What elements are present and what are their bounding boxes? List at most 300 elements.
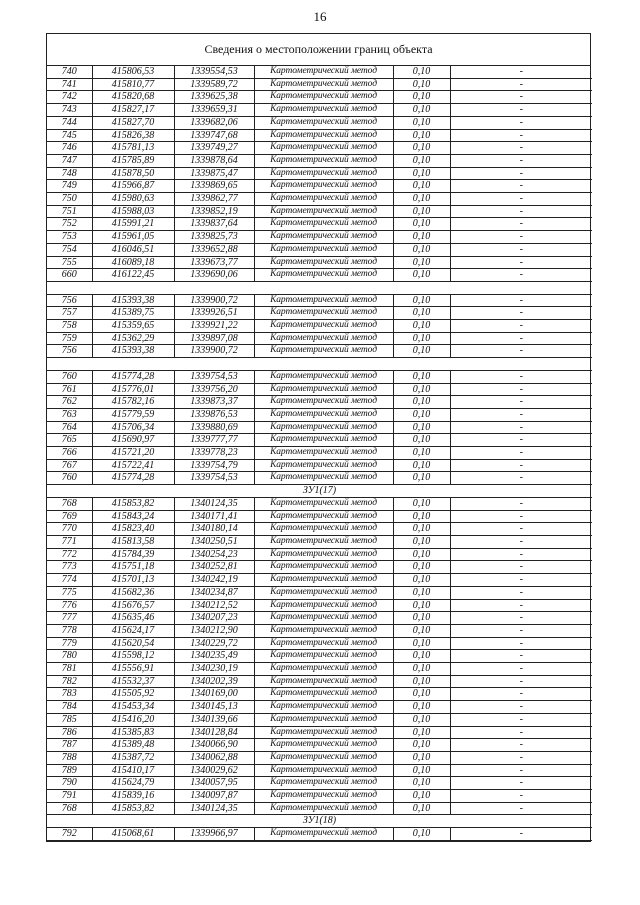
y-coordinate-cell: 1339754,53	[174, 370, 254, 383]
table-row	[47, 78, 592, 91]
method-cell: Картометрический метод	[254, 713, 393, 726]
y-coordinate-cell: 1339926,51	[174, 307, 254, 320]
note-cell: -	[450, 802, 592, 815]
point-number-cell: 751	[47, 205, 92, 218]
y-coordinate-cell: 1340212,52	[174, 599, 254, 612]
note-cell: -	[450, 205, 592, 218]
method-cell: Картометрический метод	[254, 599, 393, 612]
table-row	[47, 231, 592, 244]
method-cell: Картометрический метод	[254, 663, 393, 676]
x-coordinate-cell: 415779,59	[92, 408, 174, 421]
method-cell: Картометрический метод	[254, 650, 393, 663]
y-coordinate-cell: 1340202,39	[174, 675, 254, 688]
point-number-cell: 775	[47, 586, 92, 599]
accuracy-cell: 0,10	[393, 459, 450, 472]
y-coordinate-cell: 1339825,73	[174, 231, 254, 244]
y-coordinate-cell: 1339878,64	[174, 154, 254, 167]
point-number-cell: 740	[47, 66, 92, 78]
y-coordinate-cell: 1339862,77	[174, 193, 254, 206]
section-label: ЗУ1(17)	[47, 485, 592, 498]
accuracy-cell: 0,10	[393, 320, 450, 333]
note-cell: -	[450, 561, 592, 574]
method-cell: Картометрический метод	[254, 66, 393, 78]
table-row	[47, 802, 592, 815]
table-row	[47, 383, 592, 396]
table-row	[47, 180, 592, 193]
page-number: 16	[313, 9, 327, 24]
method-cell: Картометрический метод	[254, 790, 393, 803]
table-row	[47, 256, 592, 269]
accuracy-cell: 0,10	[393, 332, 450, 345]
accuracy-cell: 0,10	[393, 307, 450, 320]
point-number-cell: 788	[47, 751, 92, 764]
table-row	[47, 142, 592, 155]
x-coordinate-cell: 415813,58	[92, 535, 174, 548]
accuracy-cell: 0,10	[393, 345, 450, 358]
y-coordinate-cell: 1339625,38	[174, 91, 254, 104]
point-number-cell: 789	[47, 764, 92, 777]
point-number-cell: 761	[47, 383, 92, 396]
y-coordinate-cell: 1340252,81	[174, 561, 254, 574]
table-row	[47, 421, 592, 434]
table-row	[47, 599, 592, 612]
point-number-cell: 745	[47, 129, 92, 142]
point-number-cell: 760	[47, 370, 92, 383]
point-number-cell: 763	[47, 408, 92, 421]
y-coordinate-cell: 1339673,77	[174, 256, 254, 269]
y-coordinate-cell: 1340139,66	[174, 713, 254, 726]
table-row	[47, 472, 592, 485]
blank-cell	[47, 358, 592, 371]
y-coordinate-cell: 1340212,90	[174, 624, 254, 637]
point-number-cell: 764	[47, 421, 92, 434]
note-cell: -	[450, 180, 592, 193]
table-row	[47, 637, 592, 650]
note-cell: -	[450, 243, 592, 256]
table-row	[47, 269, 592, 282]
note-cell: -	[450, 294, 592, 307]
accuracy-cell: 0,10	[393, 688, 450, 701]
table-row	[47, 66, 592, 78]
x-coordinate-cell: 416089,18	[92, 256, 174, 269]
method-cell: Картометрический метод	[254, 777, 393, 790]
y-coordinate-cell: 1340029,62	[174, 764, 254, 777]
table-row	[47, 320, 592, 333]
method-cell: Картометрический метод	[254, 294, 393, 307]
x-coordinate-cell: 415682,36	[92, 586, 174, 599]
y-coordinate-cell: 1340124,35	[174, 802, 254, 815]
x-coordinate-cell: 415690,97	[92, 434, 174, 447]
method-cell: Картометрический метод	[254, 167, 393, 180]
accuracy-cell: 0,10	[393, 421, 450, 434]
table-row	[47, 624, 592, 637]
method-cell: Картометрический метод	[254, 320, 393, 333]
y-coordinate-cell: 1339876,53	[174, 408, 254, 421]
accuracy-cell: 0,10	[393, 713, 450, 726]
x-coordinate-cell: 415416,20	[92, 713, 174, 726]
note-cell: -	[450, 332, 592, 345]
method-cell: Картометрический метод	[254, 612, 393, 625]
method-cell: Картометрический метод	[254, 180, 393, 193]
table-row	[47, 739, 592, 752]
note-cell: -	[450, 663, 592, 676]
x-coordinate-cell: 415068,61	[92, 828, 174, 841]
x-coordinate-cell: 415635,46	[92, 612, 174, 625]
table-row	[47, 510, 592, 523]
section-row	[47, 815, 592, 828]
accuracy-cell: 0,10	[393, 256, 450, 269]
accuracy-cell: 0,10	[393, 612, 450, 625]
x-coordinate-cell: 415362,29	[92, 332, 174, 345]
x-coordinate-cell: 415410,17	[92, 764, 174, 777]
note-cell: -	[450, 116, 592, 129]
table-row	[47, 561, 592, 574]
note-cell: -	[450, 790, 592, 803]
point-number-cell: 779	[47, 637, 92, 650]
note-cell: -	[450, 142, 592, 155]
method-cell: Картометрический метод	[254, 586, 393, 599]
y-coordinate-cell: 1340145,13	[174, 701, 254, 714]
method-cell: Картометрический метод	[254, 116, 393, 129]
table-row	[47, 497, 592, 510]
accuracy-cell: 0,10	[393, 91, 450, 104]
method-cell: Картометрический метод	[254, 561, 393, 574]
note-cell: -	[450, 599, 592, 612]
table-row	[47, 535, 592, 548]
point-number-cell: 743	[47, 104, 92, 117]
table-row	[47, 116, 592, 129]
method-cell: Картометрический метод	[254, 256, 393, 269]
point-number-cell: 753	[47, 231, 92, 244]
accuracy-cell: 0,10	[393, 637, 450, 650]
method-cell: Картометрический метод	[254, 332, 393, 345]
x-coordinate-cell: 415624,17	[92, 624, 174, 637]
accuracy-cell: 0,10	[393, 701, 450, 714]
table-row	[47, 205, 592, 218]
method-cell: Картометрический метод	[254, 218, 393, 231]
blank-cell	[47, 281, 592, 294]
note-cell: -	[450, 828, 592, 841]
note-cell: -	[450, 167, 592, 180]
table-row	[47, 688, 592, 701]
point-number-cell: 792	[47, 828, 92, 841]
note-cell: -	[450, 104, 592, 117]
accuracy-cell: 0,10	[393, 472, 450, 485]
point-number-cell: 778	[47, 624, 92, 637]
point-number-cell: 760	[47, 472, 92, 485]
x-coordinate-cell: 415810,77	[92, 78, 174, 91]
table-row	[47, 129, 592, 142]
y-coordinate-cell: 1339869,65	[174, 180, 254, 193]
table-row	[47, 104, 592, 117]
accuracy-cell: 0,10	[393, 802, 450, 815]
method-cell: Картометрический метод	[254, 154, 393, 167]
table-row	[47, 828, 592, 841]
accuracy-cell: 0,10	[393, 218, 450, 231]
point-number-cell: 750	[47, 193, 92, 206]
method-cell: Картометрический метод	[254, 91, 393, 104]
x-coordinate-cell: 415385,83	[92, 726, 174, 739]
table-row	[47, 307, 592, 320]
table-row	[47, 154, 592, 167]
note-cell: -	[450, 612, 592, 625]
y-coordinate-cell: 1340169,00	[174, 688, 254, 701]
x-coordinate-cell: 415827,70	[92, 116, 174, 129]
x-coordinate-cell: 415980,63	[92, 193, 174, 206]
blank-row	[47, 358, 592, 371]
table-row	[47, 612, 592, 625]
x-coordinate-cell: 415988,03	[92, 205, 174, 218]
x-coordinate-cell: 415389,48	[92, 739, 174, 752]
method-cell: Картометрический метод	[254, 78, 393, 91]
table-row	[47, 167, 592, 180]
note-cell: -	[450, 726, 592, 739]
note-cell: -	[450, 764, 592, 777]
y-coordinate-cell: 1339777,77	[174, 434, 254, 447]
table-row	[47, 548, 592, 561]
point-number-cell: 741	[47, 78, 92, 91]
x-coordinate-cell: 415843,24	[92, 510, 174, 523]
point-number-cell: 752	[47, 218, 92, 231]
accuracy-cell: 0,10	[393, 180, 450, 193]
section-label: ЗУ1(18)	[47, 815, 592, 828]
point-number-cell: 766	[47, 447, 92, 460]
point-number-cell: 791	[47, 790, 92, 803]
y-coordinate-cell: 1339900,72	[174, 345, 254, 358]
x-coordinate-cell: 415774,28	[92, 370, 174, 383]
point-number-cell: 756	[47, 345, 92, 358]
accuracy-cell: 0,10	[393, 66, 450, 78]
method-cell: Картометрический метод	[254, 548, 393, 561]
x-coordinate-cell: 416046,51	[92, 243, 174, 256]
x-coordinate-cell: 415826,38	[92, 129, 174, 142]
point-number-cell: 790	[47, 777, 92, 790]
method-cell: Картометрический метод	[254, 828, 393, 841]
method-cell: Картометрический метод	[254, 675, 393, 688]
accuracy-cell: 0,10	[393, 383, 450, 396]
accuracy-cell: 0,10	[393, 497, 450, 510]
boundary-table	[46, 33, 591, 842]
x-coordinate-cell: 415676,57	[92, 599, 174, 612]
accuracy-cell: 0,10	[393, 154, 450, 167]
x-coordinate-cell: 415853,82	[92, 802, 174, 815]
point-number-cell: 758	[47, 320, 92, 333]
y-coordinate-cell: 1339852,19	[174, 205, 254, 218]
table-row	[47, 218, 592, 231]
accuracy-cell: 0,10	[393, 447, 450, 460]
x-coordinate-cell: 415823,40	[92, 523, 174, 536]
point-number-cell: 757	[47, 307, 92, 320]
y-coordinate-cell: 1339873,37	[174, 396, 254, 409]
accuracy-cell: 0,10	[393, 370, 450, 383]
x-coordinate-cell: 415453,34	[92, 701, 174, 714]
note-cell: -	[450, 370, 592, 383]
y-coordinate-cell: 1340128,84	[174, 726, 254, 739]
method-cell: Картометрический метод	[254, 231, 393, 244]
x-coordinate-cell: 415776,01	[92, 383, 174, 396]
x-coordinate-cell: 415785,89	[92, 154, 174, 167]
note-cell: -	[450, 396, 592, 409]
method-cell: Картометрический метод	[254, 307, 393, 320]
y-coordinate-cell: 1339554,53	[174, 66, 254, 78]
method-cell: Картометрический метод	[254, 142, 393, 155]
x-coordinate-cell: 415774,28	[92, 472, 174, 485]
method-cell: Картометрический метод	[254, 764, 393, 777]
point-number-cell: 749	[47, 180, 92, 193]
method-cell: Картометрический метод	[254, 243, 393, 256]
table-row	[47, 751, 592, 764]
accuracy-cell: 0,10	[393, 129, 450, 142]
note-cell: -	[450, 193, 592, 206]
x-coordinate-cell: 415624,79	[92, 777, 174, 790]
method-cell: Картометрический метод	[254, 637, 393, 650]
method-cell: Картометрический метод	[254, 447, 393, 460]
note-cell: -	[450, 586, 592, 599]
accuracy-cell: 0,10	[393, 434, 450, 447]
table-row	[47, 91, 592, 104]
point-number-cell: 776	[47, 599, 92, 612]
y-coordinate-cell: 1339659,31	[174, 104, 254, 117]
table-row	[47, 243, 592, 256]
table-body	[47, 66, 592, 840]
accuracy-cell: 0,10	[393, 828, 450, 841]
point-number-cell: 777	[47, 612, 92, 625]
method-cell: Картометрический метод	[254, 434, 393, 447]
method-cell: Картометрический метод	[254, 345, 393, 358]
x-coordinate-cell: 415806,53	[92, 66, 174, 78]
accuracy-cell: 0,10	[393, 193, 450, 206]
point-number-cell: 770	[47, 523, 92, 536]
accuracy-cell: 0,10	[393, 116, 450, 129]
x-coordinate-cell: 416122,45	[92, 269, 174, 282]
table-row	[47, 650, 592, 663]
x-coordinate-cell: 415387,72	[92, 751, 174, 764]
table-row	[47, 408, 592, 421]
point-number-cell: 748	[47, 167, 92, 180]
table-row	[47, 675, 592, 688]
y-coordinate-cell: 1339589,72	[174, 78, 254, 91]
x-coordinate-cell: 415532,37	[92, 675, 174, 688]
point-number-cell: 768	[47, 802, 92, 815]
point-number-cell: 742	[47, 91, 92, 104]
y-coordinate-cell: 1339900,72	[174, 294, 254, 307]
accuracy-cell: 0,10	[393, 142, 450, 155]
note-cell: -	[450, 535, 592, 548]
note-cell: -	[450, 434, 592, 447]
table-row	[47, 764, 592, 777]
accuracy-cell: 0,10	[393, 599, 450, 612]
x-coordinate-cell: 415991,21	[92, 218, 174, 231]
y-coordinate-cell: 1340180,14	[174, 523, 254, 536]
y-coordinate-cell: 1340207,23	[174, 612, 254, 625]
method-cell: Картометрический метод	[254, 802, 393, 815]
x-coordinate-cell: 415781,13	[92, 142, 174, 155]
accuracy-cell: 0,10	[393, 510, 450, 523]
method-cell: Картометрический метод	[254, 701, 393, 714]
x-coordinate-cell: 415827,17	[92, 104, 174, 117]
method-cell: Картометрический метод	[254, 739, 393, 752]
point-number-cell: 782	[47, 675, 92, 688]
y-coordinate-cell: 1340229,72	[174, 637, 254, 650]
blank-row	[47, 281, 592, 294]
x-coordinate-cell: 415966,87	[92, 180, 174, 193]
point-number-cell: 769	[47, 510, 92, 523]
x-coordinate-cell: 415878,50	[92, 167, 174, 180]
note-cell: -	[450, 650, 592, 663]
x-coordinate-cell: 415505,92	[92, 688, 174, 701]
y-coordinate-cell: 1340254,23	[174, 548, 254, 561]
table-title: Сведения о местоположении границ объекта	[47, 34, 590, 66]
note-cell: -	[450, 459, 592, 472]
point-number-cell: 781	[47, 663, 92, 676]
x-coordinate-cell: 415782,16	[92, 396, 174, 409]
note-cell: -	[450, 637, 592, 650]
note-cell: -	[450, 320, 592, 333]
table-row	[47, 396, 592, 409]
point-number-cell: 787	[47, 739, 92, 752]
coordinates-table	[47, 66, 592, 841]
table-row	[47, 332, 592, 345]
note-cell: -	[450, 129, 592, 142]
note-cell: -	[450, 256, 592, 269]
note-cell: -	[450, 91, 592, 104]
point-number-cell: 754	[47, 243, 92, 256]
method-cell: Картометрический метод	[254, 574, 393, 587]
x-coordinate-cell: 415393,38	[92, 294, 174, 307]
point-number-cell: 744	[47, 116, 92, 129]
method-cell: Картометрический метод	[254, 205, 393, 218]
note-cell: -	[450, 510, 592, 523]
method-cell: Картометрический метод	[254, 408, 393, 421]
table-row	[47, 193, 592, 206]
note-cell: -	[450, 701, 592, 714]
y-coordinate-cell: 1340066,90	[174, 739, 254, 752]
accuracy-cell: 0,10	[393, 396, 450, 409]
point-number-cell: 772	[47, 548, 92, 561]
method-cell: Картометрический метод	[254, 523, 393, 536]
y-coordinate-cell: 1339921,22	[174, 320, 254, 333]
table-row	[47, 370, 592, 383]
y-coordinate-cell: 1339754,53	[174, 472, 254, 485]
x-coordinate-cell: 415393,38	[92, 345, 174, 358]
note-cell: -	[450, 218, 592, 231]
y-coordinate-cell: 1339875,47	[174, 167, 254, 180]
accuracy-cell: 0,10	[393, 790, 450, 803]
note-cell: -	[450, 574, 592, 587]
x-coordinate-cell: 415853,82	[92, 497, 174, 510]
point-number-cell: 756	[47, 294, 92, 307]
y-coordinate-cell: 1339837,64	[174, 218, 254, 231]
accuracy-cell: 0,10	[393, 104, 450, 117]
accuracy-cell: 0,10	[393, 269, 450, 282]
x-coordinate-cell: 415598,12	[92, 650, 174, 663]
x-coordinate-cell: 415820,68	[92, 91, 174, 104]
note-cell: -	[450, 548, 592, 561]
accuracy-cell: 0,10	[393, 739, 450, 752]
point-number-cell: 786	[47, 726, 92, 739]
accuracy-cell: 0,10	[393, 764, 450, 777]
y-coordinate-cell: 1339880,69	[174, 421, 254, 434]
table-row	[47, 574, 592, 587]
table-row	[47, 447, 592, 460]
y-coordinate-cell: 1339747,68	[174, 129, 254, 142]
table-row	[47, 345, 592, 358]
x-coordinate-cell: 415721,20	[92, 447, 174, 460]
point-number-cell: 762	[47, 396, 92, 409]
note-cell: -	[450, 269, 592, 282]
accuracy-cell: 0,10	[393, 548, 450, 561]
y-coordinate-cell: 1340250,51	[174, 535, 254, 548]
